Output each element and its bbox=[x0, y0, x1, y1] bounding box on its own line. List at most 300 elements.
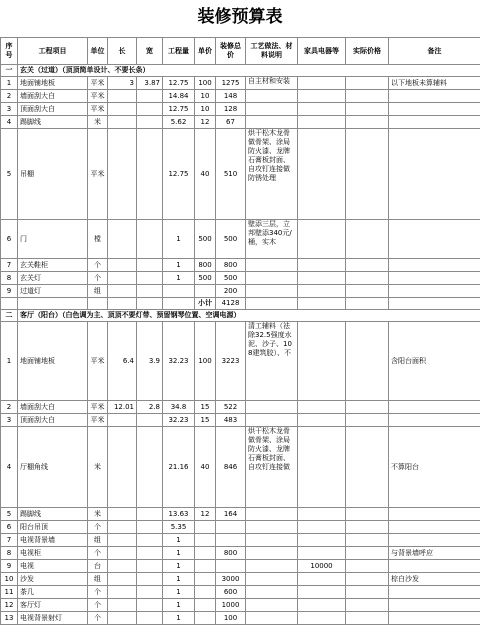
row-length bbox=[108, 547, 137, 560]
row-note bbox=[246, 521, 298, 534]
header-cell: 长 bbox=[108, 38, 137, 65]
row-total: 500 bbox=[216, 220, 246, 259]
row-actual-price bbox=[346, 90, 389, 103]
row-item: 门 bbox=[18, 220, 88, 259]
row-remark: 与背景墙呼应 bbox=[389, 547, 480, 560]
row-length bbox=[108, 612, 137, 625]
row-number: 3 bbox=[1, 103, 18, 116]
row-width bbox=[137, 220, 163, 259]
row-width: 3.87 bbox=[137, 77, 163, 90]
row-furniture bbox=[298, 272, 346, 285]
row-unit: 组 bbox=[88, 285, 108, 298]
row-length bbox=[108, 560, 137, 573]
table-row bbox=[1, 427, 480, 508]
row-quantity: 12.75 bbox=[163, 129, 195, 220]
row-note bbox=[246, 401, 298, 414]
row-width bbox=[137, 560, 163, 573]
row-number: 8 bbox=[1, 547, 18, 560]
row-remark bbox=[389, 272, 480, 285]
row-remark bbox=[389, 521, 480, 534]
row-furniture bbox=[298, 129, 346, 220]
row-price: 10 bbox=[195, 103, 216, 116]
row-remark: 以下地板未算辅料 bbox=[389, 77, 480, 90]
row-furniture bbox=[298, 508, 346, 521]
row-quantity: 5.62 bbox=[163, 116, 195, 129]
row-price bbox=[195, 573, 216, 586]
row-note bbox=[246, 272, 298, 285]
row-furniture bbox=[298, 259, 346, 272]
row-price bbox=[195, 521, 216, 534]
row-furniture bbox=[298, 414, 346, 427]
row-actual-price bbox=[346, 508, 389, 521]
row-note bbox=[246, 547, 298, 560]
row-total: 1000 bbox=[216, 599, 246, 612]
row-actual-price bbox=[346, 573, 389, 586]
row-width bbox=[137, 586, 163, 599]
row-quantity: 14.84 bbox=[163, 90, 195, 103]
row-width bbox=[137, 547, 163, 560]
table-row bbox=[1, 322, 480, 401]
row-number: 8 bbox=[1, 272, 18, 285]
row-remark bbox=[389, 129, 480, 220]
row-quantity: 1 bbox=[163, 272, 195, 285]
row-length bbox=[108, 116, 137, 129]
header-cell: 工艺做法、材料说明 bbox=[246, 38, 298, 65]
row-quantity: 1 bbox=[163, 612, 195, 625]
row-actual-price bbox=[346, 534, 389, 547]
table-row bbox=[1, 220, 480, 259]
row-item: 玄关鞋柜 bbox=[18, 259, 88, 272]
row-item: 玄关灯 bbox=[18, 272, 88, 285]
row-actual-price bbox=[346, 547, 389, 560]
row-remark bbox=[389, 508, 480, 521]
row-length bbox=[108, 586, 137, 599]
table-row bbox=[1, 401, 480, 414]
header-cell: 家具电器等 bbox=[298, 38, 346, 65]
row-total: 100 bbox=[216, 612, 246, 625]
row-note: 壁添三层，立邦壁添340元/桶，实木 bbox=[246, 220, 298, 259]
row-actual-price bbox=[346, 521, 389, 534]
row-total: 128 bbox=[216, 103, 246, 116]
row-price bbox=[195, 560, 216, 573]
row-price bbox=[195, 612, 216, 625]
row-item: 沙发 bbox=[18, 573, 88, 586]
row-furniture bbox=[298, 599, 346, 612]
row-note: 清工辅料（祛除32.5强度水泥、沙子、108建筑胶）、不 bbox=[246, 322, 298, 401]
row-note bbox=[246, 116, 298, 129]
section-row bbox=[1, 310, 480, 322]
row-price bbox=[195, 586, 216, 599]
row-total: 483 bbox=[216, 414, 246, 427]
row-note bbox=[246, 560, 298, 573]
row-remark: 棕白沙发 bbox=[389, 573, 480, 586]
row-number: 7 bbox=[1, 534, 18, 547]
row-width bbox=[137, 259, 163, 272]
row-remark bbox=[389, 259, 480, 272]
row-furniture bbox=[298, 220, 346, 259]
row-price: 12 bbox=[195, 508, 216, 521]
row-length bbox=[108, 508, 137, 521]
row-furniture bbox=[298, 547, 346, 560]
row-total: 67 bbox=[216, 116, 246, 129]
row-price bbox=[195, 534, 216, 547]
row-item: 阳台吊顶 bbox=[18, 521, 88, 534]
row-width bbox=[137, 427, 163, 508]
row-unit: 平米 bbox=[88, 90, 108, 103]
row-actual-price bbox=[346, 401, 389, 414]
row-total bbox=[216, 560, 246, 573]
row-note bbox=[246, 414, 298, 427]
budget-table bbox=[0, 37, 480, 625]
row-width: 2.8 bbox=[137, 401, 163, 414]
row-unit: 个 bbox=[88, 272, 108, 285]
header-cell: 备注 bbox=[389, 38, 480, 65]
row-number: 6 bbox=[1, 521, 18, 534]
table-row bbox=[1, 285, 480, 298]
row-price: 15 bbox=[195, 401, 216, 414]
row-actual-price bbox=[346, 612, 389, 625]
row-quantity: 1 bbox=[163, 560, 195, 573]
row-unit: 平米 bbox=[88, 322, 108, 401]
row-furniture bbox=[298, 534, 346, 547]
header-cell: 单位 bbox=[88, 38, 108, 65]
table-row bbox=[1, 573, 480, 586]
row-length: 12.01 bbox=[108, 401, 137, 414]
header-cell: 装修总价 bbox=[216, 38, 246, 65]
row-remark bbox=[389, 90, 480, 103]
row-unit: 台 bbox=[88, 560, 108, 573]
row-total: 3000 bbox=[216, 573, 246, 586]
row-total: 800 bbox=[216, 547, 246, 560]
row-note bbox=[246, 573, 298, 586]
row-length bbox=[108, 427, 137, 508]
row-number: 13 bbox=[1, 612, 18, 625]
table-row bbox=[1, 103, 480, 116]
row-width bbox=[137, 272, 163, 285]
row-item: 茶几 bbox=[18, 586, 88, 599]
row-furniture bbox=[298, 401, 346, 414]
row-unit: 平米 bbox=[88, 401, 108, 414]
row-price: 10 bbox=[195, 90, 216, 103]
row-quantity: 1 bbox=[163, 547, 195, 560]
row-number: 2 bbox=[1, 90, 18, 103]
header-cell: 工程项目 bbox=[18, 38, 88, 65]
section-number: 二 bbox=[1, 310, 18, 322]
row-note bbox=[246, 90, 298, 103]
row-number: 1 bbox=[1, 322, 18, 401]
row-remark bbox=[389, 414, 480, 427]
row-remark bbox=[389, 599, 480, 612]
header-cell: 工程量 bbox=[163, 38, 195, 65]
row-actual-price bbox=[346, 220, 389, 259]
row-actual-price bbox=[346, 103, 389, 116]
row-length bbox=[108, 90, 137, 103]
row-furniture bbox=[298, 322, 346, 401]
row-quantity bbox=[163, 285, 195, 298]
table-row bbox=[1, 90, 480, 103]
row-actual-price bbox=[346, 427, 389, 508]
row-unit: 米 bbox=[88, 427, 108, 508]
row-actual-price bbox=[346, 599, 389, 612]
row-unit: 个 bbox=[88, 612, 108, 625]
row-width bbox=[137, 534, 163, 547]
row-unit: 米 bbox=[88, 508, 108, 521]
row-length bbox=[108, 129, 137, 220]
row-remark: 含阳台面积 bbox=[389, 322, 480, 401]
row-number: 9 bbox=[1, 285, 18, 298]
row-number: 12 bbox=[1, 599, 18, 612]
row-note bbox=[246, 508, 298, 521]
row-price: 500 bbox=[195, 272, 216, 285]
row-unit: 平米 bbox=[88, 414, 108, 427]
row-item: 吊棚 bbox=[18, 129, 88, 220]
row-number: 5 bbox=[1, 508, 18, 521]
row-remark bbox=[389, 220, 480, 259]
row-furniture bbox=[298, 612, 346, 625]
table-row bbox=[1, 586, 480, 599]
row-furniture bbox=[298, 586, 346, 599]
row-total: 3223 bbox=[216, 322, 246, 401]
row-number: 5 bbox=[1, 129, 18, 220]
row-total: 1275 bbox=[216, 77, 246, 90]
row-total: 846 bbox=[216, 427, 246, 508]
row-remark: 不算阳台 bbox=[389, 427, 480, 508]
row-actual-price bbox=[346, 259, 389, 272]
section-number: 一 bbox=[1, 65, 18, 77]
row-furniture: 10000 bbox=[298, 560, 346, 573]
row-quantity: 12.75 bbox=[163, 77, 195, 90]
row-item: 地面铺地板 bbox=[18, 77, 88, 90]
header-cell: 实际价格 bbox=[346, 38, 389, 65]
row-item: 踢脚线 bbox=[18, 508, 88, 521]
row-length bbox=[108, 272, 137, 285]
row-remark bbox=[389, 285, 480, 298]
row-width bbox=[137, 116, 163, 129]
row-remark bbox=[389, 560, 480, 573]
row-unit: 米 bbox=[88, 116, 108, 129]
row-width bbox=[137, 508, 163, 521]
table-row bbox=[1, 521, 480, 534]
header-cell: 序号 bbox=[1, 38, 18, 65]
table-row bbox=[1, 77, 480, 90]
row-price bbox=[195, 285, 216, 298]
row-price: 40 bbox=[195, 427, 216, 508]
row-number: 3 bbox=[1, 414, 18, 427]
row-remark bbox=[389, 586, 480, 599]
row-number: 6 bbox=[1, 220, 18, 259]
row-item: 过道灯 bbox=[18, 285, 88, 298]
row-actual-price bbox=[346, 285, 389, 298]
row-unit: 组 bbox=[88, 534, 108, 547]
row-number: 9 bbox=[1, 560, 18, 573]
row-price: 15 bbox=[195, 414, 216, 427]
row-price: 500 bbox=[195, 220, 216, 259]
row-furniture bbox=[298, 521, 346, 534]
row-actual-price bbox=[346, 586, 389, 599]
row-remark bbox=[389, 103, 480, 116]
row-length bbox=[108, 521, 137, 534]
row-quantity: 1 bbox=[163, 573, 195, 586]
row-quantity: 13.63 bbox=[163, 508, 195, 521]
row-total: 200 bbox=[216, 285, 246, 298]
row-unit: 平米 bbox=[88, 103, 108, 116]
row-unit: 个 bbox=[88, 259, 108, 272]
row-note bbox=[246, 285, 298, 298]
row-length bbox=[108, 573, 137, 586]
row-quantity: 21.16 bbox=[163, 427, 195, 508]
row-quantity: 1 bbox=[163, 259, 195, 272]
row-unit: 个 bbox=[88, 521, 108, 534]
row-actual-price bbox=[346, 77, 389, 90]
table-row bbox=[1, 599, 480, 612]
row-note bbox=[246, 103, 298, 116]
table-row bbox=[1, 129, 480, 220]
row-width bbox=[137, 285, 163, 298]
row-total: 164 bbox=[216, 508, 246, 521]
row-total: 522 bbox=[216, 401, 246, 414]
row-actual-price bbox=[346, 414, 389, 427]
row-unit: 个 bbox=[88, 547, 108, 560]
row-note bbox=[246, 534, 298, 547]
row-price: 100 bbox=[195, 322, 216, 401]
row-total: 800 bbox=[216, 259, 246, 272]
row-length bbox=[108, 534, 137, 547]
row-note: 自主材和安装 bbox=[246, 77, 298, 90]
row-quantity: 1 bbox=[163, 534, 195, 547]
row-item: 客厅灯 bbox=[18, 599, 88, 612]
row-item: 电视柜 bbox=[18, 547, 88, 560]
header-cell: 单价 bbox=[195, 38, 216, 65]
row-total: 148 bbox=[216, 90, 246, 103]
section-title: 客厅（阳台）（白色调为主、顶顶不要灯带、预留钢琴位置、空调电源） bbox=[18, 310, 480, 322]
row-item: 踢脚线 bbox=[18, 116, 88, 129]
row-item: 电视背景墙 bbox=[18, 534, 88, 547]
row-total bbox=[216, 534, 246, 547]
row-total: 500 bbox=[216, 272, 246, 285]
row-item: 地面铺地板 bbox=[18, 322, 88, 401]
row-quantity: 1 bbox=[163, 220, 195, 259]
table-row bbox=[1, 414, 480, 427]
row-width bbox=[137, 573, 163, 586]
row-actual-price bbox=[346, 560, 389, 573]
table-row bbox=[1, 547, 480, 560]
row-note: 烘干松木龙骨做骨架、涂局防火漆、龙牌石膏板封面、自攻钉连接做 bbox=[246, 427, 298, 508]
row-length bbox=[108, 599, 137, 612]
row-width bbox=[137, 129, 163, 220]
row-furniture bbox=[298, 103, 346, 116]
row-item: 厅棚角线 bbox=[18, 427, 88, 508]
row-length bbox=[108, 220, 137, 259]
row-number: 7 bbox=[1, 259, 18, 272]
table-row bbox=[1, 116, 480, 129]
row-length bbox=[108, 103, 137, 116]
row-width bbox=[137, 612, 163, 625]
row-remark bbox=[389, 534, 480, 547]
table-row bbox=[1, 534, 480, 547]
row-actual-price bbox=[346, 322, 389, 401]
row-unit: 平米 bbox=[88, 77, 108, 90]
row-furniture bbox=[298, 285, 346, 298]
row-quantity: 1 bbox=[163, 599, 195, 612]
row-width bbox=[137, 103, 163, 116]
row-length: 6.4 bbox=[108, 322, 137, 401]
row-width bbox=[137, 414, 163, 427]
row-price: 12 bbox=[195, 116, 216, 129]
table-row bbox=[1, 272, 480, 285]
row-quantity: 5.35 bbox=[163, 521, 195, 534]
row-number: 1 bbox=[1, 77, 18, 90]
row-furniture bbox=[298, 573, 346, 586]
row-length: 3 bbox=[108, 77, 137, 90]
row-actual-price bbox=[346, 116, 389, 129]
row-price: 800 bbox=[195, 259, 216, 272]
row-furniture bbox=[298, 116, 346, 129]
row-remark bbox=[389, 612, 480, 625]
table-row bbox=[1, 612, 480, 625]
row-length bbox=[108, 259, 137, 272]
row-unit: 组 bbox=[88, 573, 108, 586]
row-item: 顶面刮大白 bbox=[18, 103, 88, 116]
row-number: 2 bbox=[1, 401, 18, 414]
row-furniture bbox=[298, 77, 346, 90]
row-width bbox=[137, 90, 163, 103]
header-cell: 宽 bbox=[137, 38, 163, 65]
row-price: 100 bbox=[195, 77, 216, 90]
row-number: 4 bbox=[1, 116, 18, 129]
row-width: 3.9 bbox=[137, 322, 163, 401]
row-width bbox=[137, 521, 163, 534]
row-note bbox=[246, 259, 298, 272]
row-quantity: 32.23 bbox=[163, 322, 195, 401]
row-quantity: 34.8 bbox=[163, 401, 195, 414]
row-furniture bbox=[298, 90, 346, 103]
row-actual-price bbox=[346, 272, 389, 285]
row-unit: 个 bbox=[88, 599, 108, 612]
row-item: 墙面刮大白 bbox=[18, 90, 88, 103]
row-price bbox=[195, 599, 216, 612]
row-quantity: 12.75 bbox=[163, 103, 195, 116]
row-length bbox=[108, 414, 137, 427]
row-item: 电视背景射灯 bbox=[18, 612, 88, 625]
row-unit: 樘 bbox=[88, 220, 108, 259]
row-furniture bbox=[298, 427, 346, 508]
subtotal-label: 小计 bbox=[195, 298, 216, 310]
header-row bbox=[1, 38, 480, 65]
row-item: 电视 bbox=[18, 560, 88, 573]
row-quantity: 32.23 bbox=[163, 414, 195, 427]
section-title: 玄关（过道）（顶顶简单设计、不要长条） bbox=[18, 65, 480, 77]
section-row bbox=[1, 65, 480, 77]
row-number: 11 bbox=[1, 586, 18, 599]
subtotal-row bbox=[1, 298, 480, 310]
table-row bbox=[1, 508, 480, 521]
row-actual-price bbox=[346, 129, 389, 220]
table-row bbox=[1, 259, 480, 272]
row-quantity: 1 bbox=[163, 586, 195, 599]
row-total: 600 bbox=[216, 586, 246, 599]
row-unit: 平米 bbox=[88, 129, 108, 220]
row-note bbox=[246, 599, 298, 612]
row-remark bbox=[389, 401, 480, 414]
row-price: 40 bbox=[195, 129, 216, 220]
row-length bbox=[108, 285, 137, 298]
subtotal-value: 4128 bbox=[216, 298, 246, 310]
row-price bbox=[195, 547, 216, 560]
row-note: 烘干松木龙骨做骨架、涂局防火漆、龙牌石膏板封面、自攻钉连接做防锈处理 bbox=[246, 129, 298, 220]
row-total: 510 bbox=[216, 129, 246, 220]
row-unit: 个 bbox=[88, 586, 108, 599]
row-item: 顶面刮大白 bbox=[18, 414, 88, 427]
